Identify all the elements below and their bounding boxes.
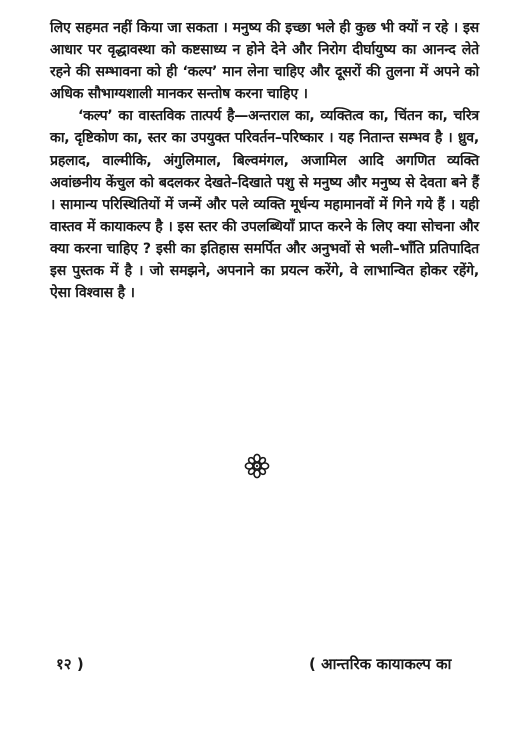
body-text (50, 17, 479, 304)
paragraph-2: ‘कल्प’ का वास्तविक तात्पर्य है—अन्तराल का, व्यक्तित्व का, चिंतन का, चरित्र का, दृष्टिकोण का, स्तर का उपयुक्त परिवर्तन–परिष्कार । यह नितान्त सम्भव है । ध्रुव, प्रहलाद, वाल्मीकि, अंगुलिमाल, बिल्वमंगल, अजामिल आदि अगणित व्यक्ति अवांछनीय केंचुल को बदलकर देखते–दिखाते पशु से मनुष्य और मनुष्य से देवता बने हैं । सामान्य परिस्थितियों में जन्में और पले व्यक्ति मूर्धन्य महामानवों में गिने गये हैं । यही वास्तव में कायाकल्प है । इस स्तर की उपलब्धियाँ प्राप्त करने के लिए क्या सोचना और क्या करना चाहिए ? इसी का इतिहास समर्पित और अनुभवों से भली–भाँति प्रतिपादित इस पुस्तक में है । जो समझने, अपनाने का प्रयत्न करेंगे, वे लाभान्वित होकर रहेंगे, ऐसा विश्वास है । (50, 108, 479, 302)
paragraph-1: लिए सहमत नहीं किया जा सकता । मनुष्य की इच्छा भले ही कुछ भी क्यों न रहे । इस आधार पर वृद्धावस्था को कष्टसाध्य न होने देने और निरोग दीर्घायुष्य का आनन्द लेते रहने की सम्भावना को ही ‘कल्प’ मान लेना चाहिए और दूसरों की तुलना में अपने को अधिक सौभाग्यशाली मानकर सन्तोष करना चाहिए । (50, 20, 479, 103)
flower-ornament-icon (243, 452, 271, 480)
running-footer-title: ( आन्तरिक कायाकल्प का (309, 655, 452, 673)
page-number: १२ ) (56, 655, 84, 673)
